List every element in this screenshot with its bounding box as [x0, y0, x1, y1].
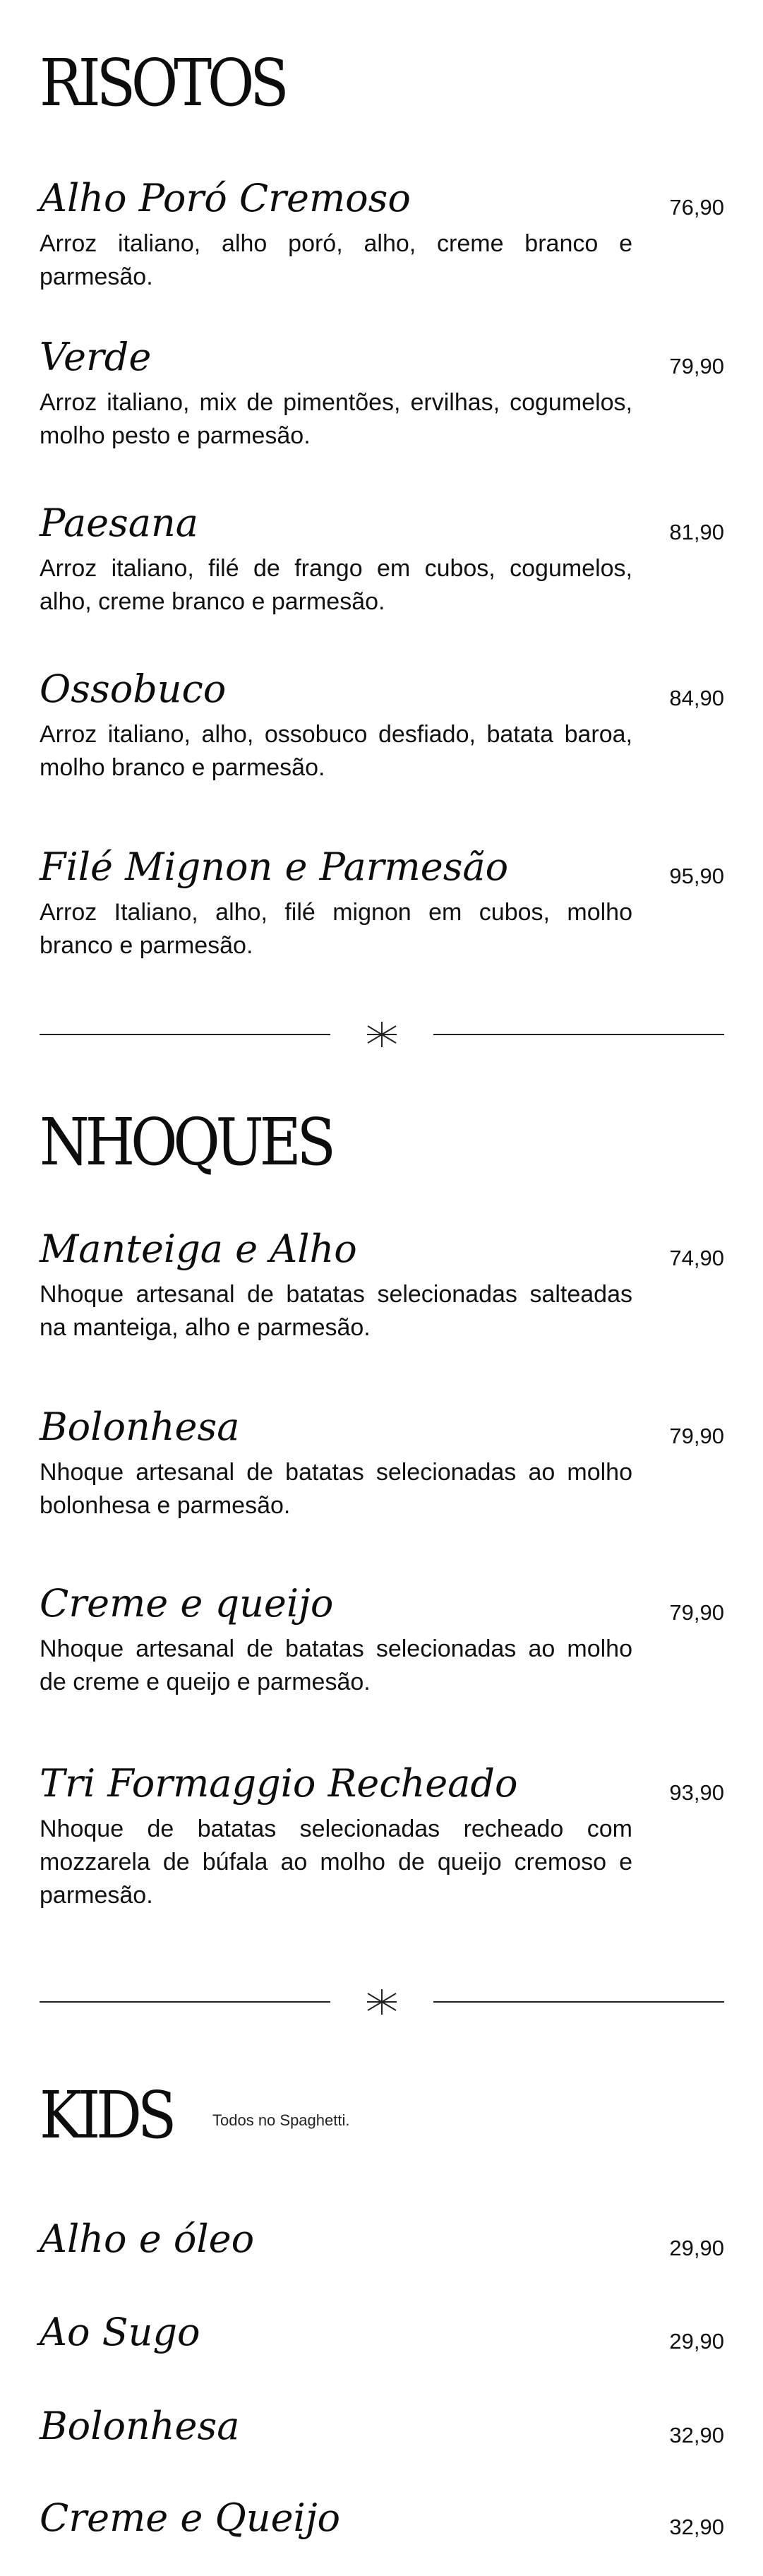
section-title-kids: KIDS	[40, 2077, 173, 2153]
menu-item	[40, 667, 724, 785]
menu-item	[40, 1405, 724, 1522]
item-name: Creme e queijo	[40, 1581, 334, 1626]
item-name: Verde	[40, 335, 152, 379]
divider-line-left	[40, 2001, 330, 2003]
item-description: Arroz italiano, alho poró, alho, creme branco e parmesão.	[40, 230, 632, 290]
menu-item	[40, 1582, 724, 1699]
item-price: 76,90	[669, 195, 724, 220]
item-price: 74,90	[669, 1246, 724, 1270]
menu-item	[40, 845, 724, 962]
section-title-nhoques: NHOQUES	[40, 1104, 332, 1180]
item-name: Alho e óleo	[40, 2217, 255, 2261]
item-price: 79,90	[669, 1600, 724, 1625]
item-name: Tri Formaggio Recheado	[40, 1761, 518, 1806]
menu-item	[40, 1227, 724, 1344]
item-description: Arroz italiano, filé de frango em cubos, cogumelos, alho, creme branco e parmesão.	[40, 555, 632, 615]
item-name: Creme e Queijo	[40, 2496, 341, 2540]
item-description: Arroz italiano, mix de pimentões, ervilhas, cogumelos, molho pesto e parmesão.	[40, 389, 632, 449]
menu-item	[40, 501, 724, 619]
divider-line-right	[433, 1034, 724, 1035]
item-description: Arroz italiano, alho, ossobuco desfiado, batata baroa, molho branco e parmesão.	[40, 721, 632, 781]
item-description: Nhoque artesanal de batatas selecionadas ao molho de creme e queijo e parmesão.	[40, 1635, 632, 1695]
item-name: Bolonhesa	[40, 2404, 240, 2448]
item-price: 79,90	[669, 1424, 724, 1448]
item-price: 81,90	[669, 520, 724, 544]
menu-item	[40, 2496, 724, 2553]
section-divider	[40, 1020, 724, 1049]
item-price: 29,90	[669, 2236, 724, 2260]
divider-line-left	[40, 1034, 330, 1035]
item-name: Paesana	[40, 501, 198, 545]
divider-line-right	[433, 2001, 724, 2003]
item-description: Nhoque artesanal de batatas selecionadas salteadas na manteiga, alho e parmesão.	[40, 1281, 632, 1341]
item-price: 93,90	[669, 1780, 724, 1805]
item-price: 32,90	[669, 2423, 724, 2447]
item-description: Arroz Italiano, alho, filé mignon em cubos, molho branco e parmesão.	[40, 899, 632, 959]
item-price: 79,90	[669, 354, 724, 378]
section-divider	[40, 1988, 724, 2016]
menu-item	[40, 335, 724, 453]
item-description: Nhoque artesanal de batatas selecionadas ao molho bolonhesa e parmesão.	[40, 1459, 632, 1519]
item-name: Bolonhesa	[40, 1405, 240, 1449]
menu-item	[40, 2404, 724, 2461]
item-price: 84,90	[669, 686, 724, 710]
kids-note: Todos no Spaghetti.	[212, 2111, 350, 2129]
menu-item	[40, 2310, 724, 2367]
item-name: Ossobuco	[40, 667, 227, 711]
menu-item	[40, 177, 724, 294]
item-name: Ao Sugo	[40, 2310, 200, 2354]
item-description: Nhoque de batatas selecionadas recheado com mozzarela de búfala ao molho de queijo cremoso e parmesão.	[40, 1815, 632, 1909]
item-name: Manteiga e Alho	[40, 1227, 357, 1271]
item-name: Alho Poró Cremoso	[40, 176, 411, 220]
menu-item	[40, 2217, 724, 2274]
item-price: 29,90	[669, 2329, 724, 2354]
asterisk-ornament-icon	[364, 1988, 399, 2016]
item-price: 95,90	[669, 864, 724, 888]
section-title-risotos: RISOTOS	[40, 45, 285, 121]
item-price: 32,90	[669, 2515, 724, 2539]
asterisk-ornament-icon	[364, 1020, 399, 1049]
menu-item	[40, 1762, 724, 1912]
item-name: Filé Mignon e Parmesão	[40, 845, 509, 889]
